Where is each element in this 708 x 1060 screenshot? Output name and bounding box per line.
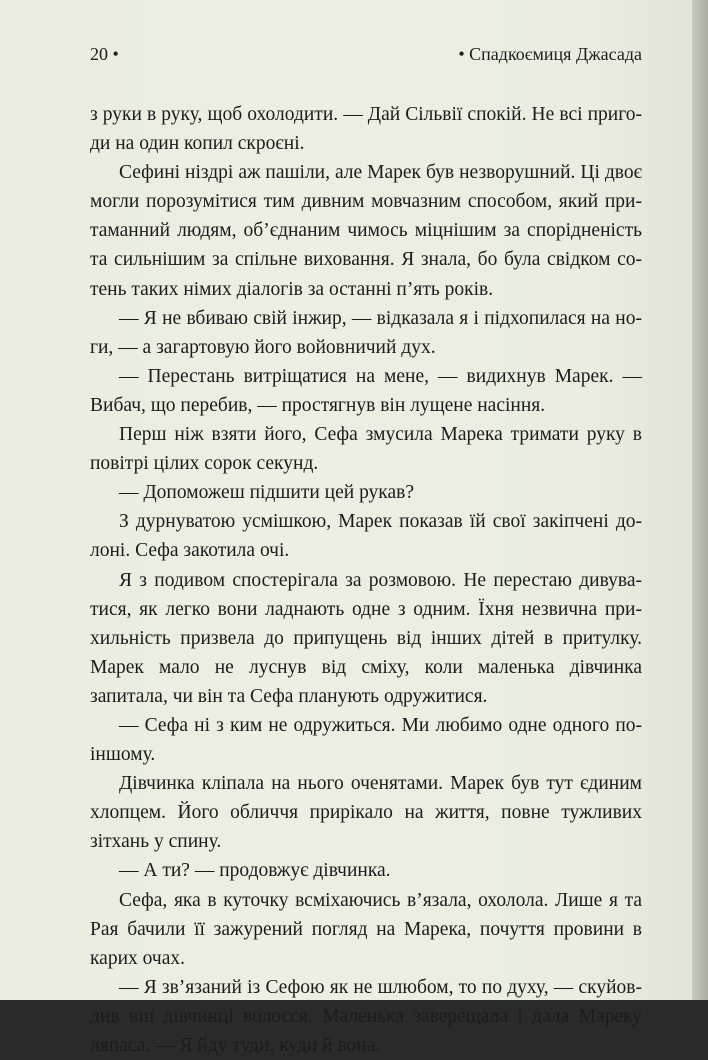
page-edge xyxy=(692,0,708,1000)
paragraph: — А ти? — продовжує дівчинка. xyxy=(119,860,391,882)
paragraph: З дурнуватою усмішкою, Марек показав їй свої закіпчені долоні. Сефа закотила очі. xyxy=(90,511,642,562)
paragraph: — Сефа ні з ким не одружиться. Ми любимо одне одного по-іншому. xyxy=(90,714,642,766)
paragraph: Сефа, яка в куточку всміхаючись в’язала, охолола. Лише я та Рая бачили її зажурений погляд на Марека, почуття провини в карих очах. xyxy=(90,889,642,969)
paragraph: — Я не вбиваю свій інжир, — відказала я і підхопилася на ноги, — а загартовую його войовничий дух. xyxy=(90,307,642,358)
paragraph: — Перестань витріщатися на мене, — видихнув Марек. — Вибач, що перебив, — простягнув він лущене насіння. xyxy=(90,365,642,416)
paragraph: Я з подивом спостерігала за розмовою. Не перестаю дивуватися, як легко вони ладнають одне з одним. Їхня незвична прихильність призвела до припущень від інших дітей в притулку. Марек мало не луснув від сміху, коли маленька дівчинка запитала, чи він та Сефа планують одружитися. xyxy=(90,569,642,707)
paragraph: Дівчинка кліпала на нього оченятами. Марек був тут єдиним хлопцем. Його обличчя прирікало на життя, повне тужливих зітхань у спину. xyxy=(90,773,642,853)
page-number: 20 • xyxy=(90,44,119,64)
paragraph: — Я зв’язаний із Сефою як не шлюбом, то по духу, — скуйовдив він дівчинці волосся. Маленька заверещала і дала Мареку ляпаса. — Я йду туди, куди й вона. xyxy=(90,976,642,1056)
paragraph: Перш ніж взяти його, Сефа змусила Марека тримати руку в повітрі цілих сорок секунд. xyxy=(90,424,642,475)
running-title: • Спадкоємиця Джасада xyxy=(458,44,642,64)
paragraph: Сефині ніздрі аж пашіли, але Марек був незворушний. Ці двоє могли порозумітися тим дивним мовчазним способом, який притаманний людям, об’єднаним чимось міцнішим за спорідненість та сильнішим за спільне виховання. Я знала, бо була свідком сотень таких німих діалогів за останні п’ять років. xyxy=(90,162,642,300)
running-header xyxy=(90,44,642,68)
paragraph: — Допоможеш підшити цей рукав? xyxy=(119,482,415,504)
body-text xyxy=(90,100,642,1060)
paragraph: з руки в руку, щоб охолодити. — Дай Сільвії спокій. Не всі пригоди на один копил скроєні. xyxy=(90,104,642,155)
